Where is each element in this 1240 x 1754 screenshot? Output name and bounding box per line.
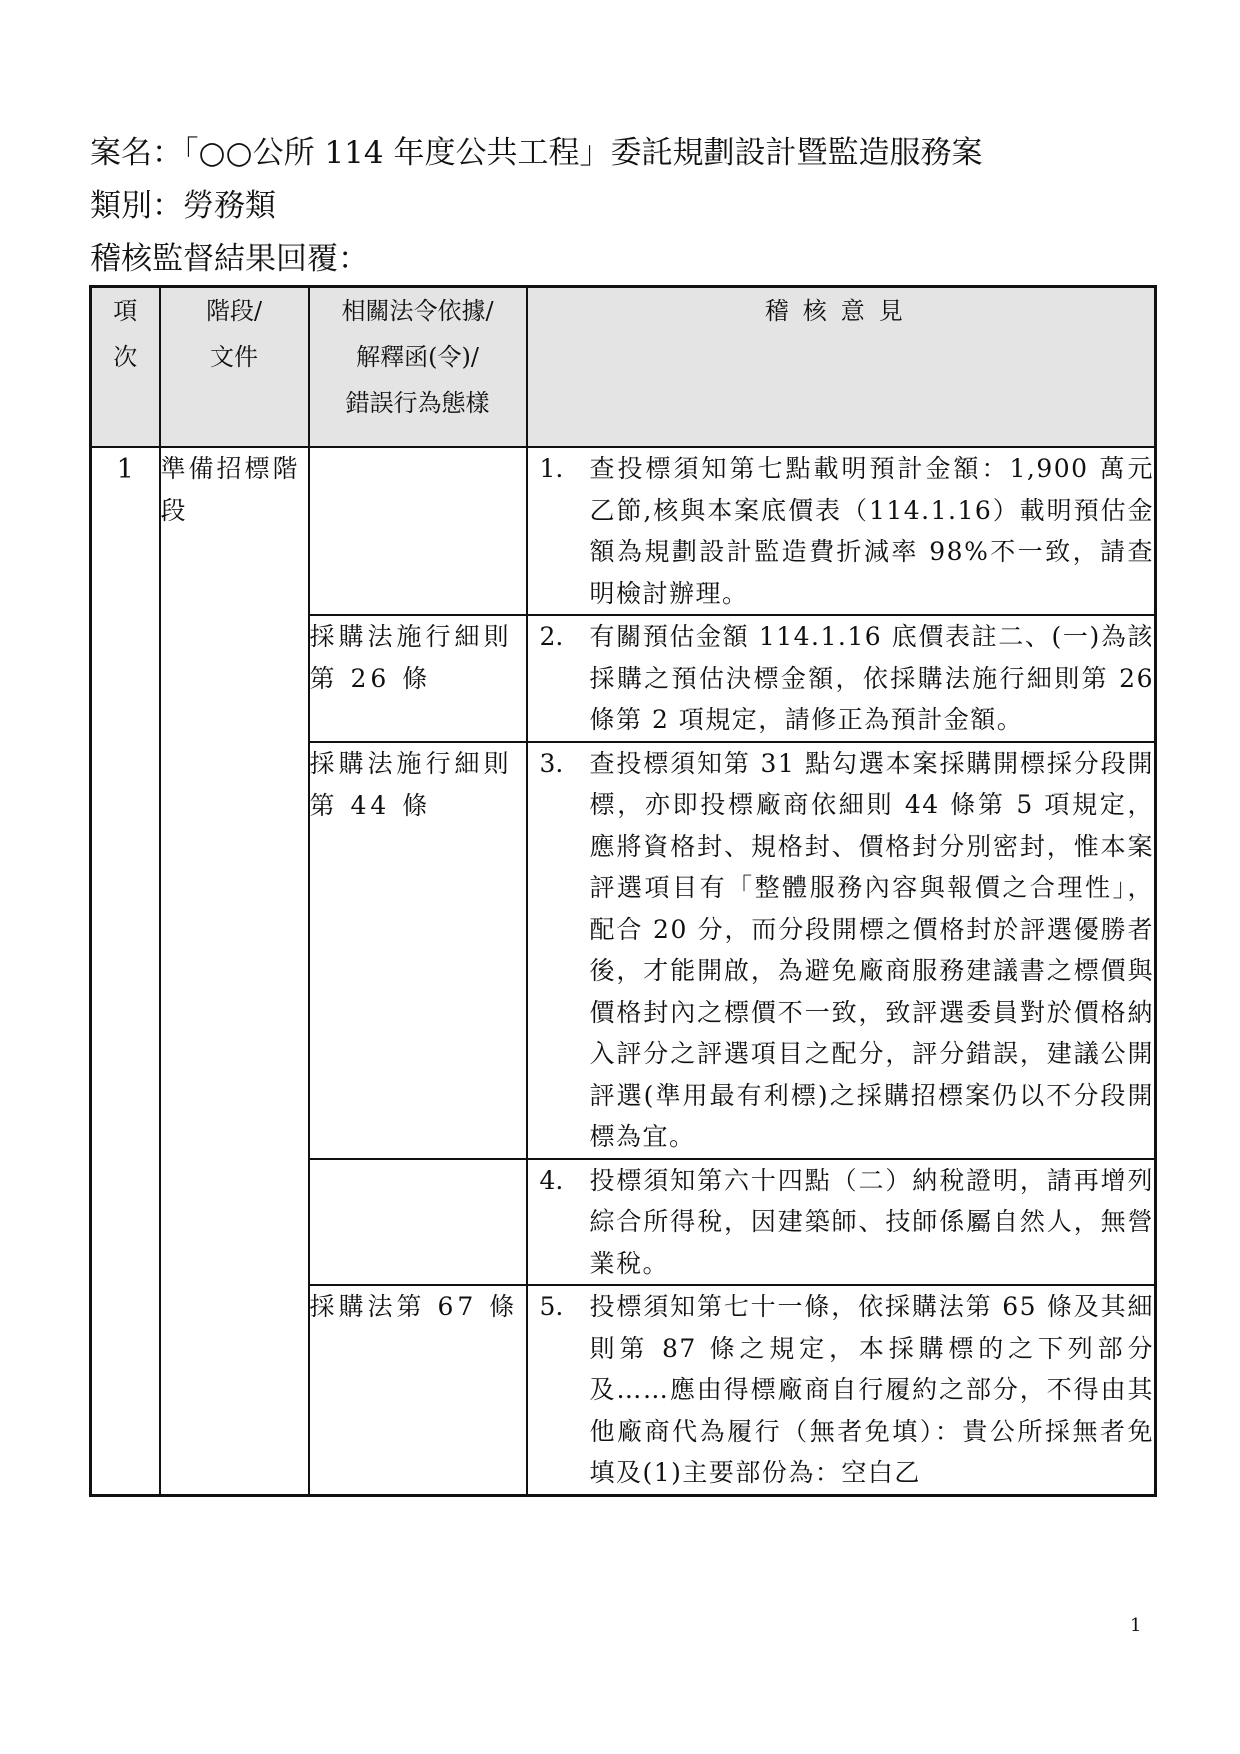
opinion-number: 3. xyxy=(539,748,564,778)
law-cell xyxy=(309,447,527,615)
opinion-text: 有關預估金額 114.1.16 底價表註二、(一)為該採購之預估決標金額，依採購法施行細則第 26 條第 2 項規定，請修正為預計金額。 xyxy=(589,622,1154,734)
opinion-cell xyxy=(527,615,1156,742)
page-number: 1 xyxy=(1130,1615,1142,1636)
table-header-row xyxy=(91,287,1156,448)
header-item-line: 項 xyxy=(113,297,138,325)
law-cell: 採購法施行細則第 26 條 xyxy=(309,615,527,742)
header-item-no xyxy=(91,287,160,448)
header-opinion-label: 稽核意見 xyxy=(764,297,917,325)
opinion-cell xyxy=(527,1159,1156,1286)
item-number: 1 xyxy=(91,447,160,1495)
law-cell: 採購法施行細則第 44 條 xyxy=(309,742,527,1159)
header-stage xyxy=(160,287,309,448)
law-cell xyxy=(309,1159,527,1286)
opinion-cell xyxy=(527,742,1156,1159)
opinion-text: 查投標須知第七點載明預計金額：1,900 萬元乙節,核與本案底價表（114.1.16）載明預估金額為規劃設計監造費折減率 98%不一致，請查明檢討辦理。 xyxy=(589,454,1154,608)
law-cell: 採購法第 67 條 xyxy=(309,1285,527,1495)
header-stage-line: 文件 xyxy=(210,343,258,371)
header-law xyxy=(309,287,527,448)
opinion-text: 投標須知第六十四點（二）納稅證明，請再增列綜合所得稅，因建築師、技師係屬自然人，無營業稅。 xyxy=(589,1165,1154,1278)
header-item-line: 次 xyxy=(113,343,138,371)
header-law-line: 錯誤行為態樣 xyxy=(345,389,490,417)
case-name: 案名：「○○公所 114 年度公共工程」委託規劃設計暨監造服務案 xyxy=(90,135,983,171)
opinion-number: 2. xyxy=(539,622,564,651)
opinion-number: 1. xyxy=(539,454,564,483)
stage-cell: 準備招標階段 xyxy=(160,447,309,1495)
audit-reply-title: 稽核監督結果回覆： xyxy=(90,241,369,277)
table-row xyxy=(91,447,1156,615)
opinion-number: 5. xyxy=(539,1292,564,1321)
header-opinion xyxy=(527,287,1156,448)
header-law-line: 相關法令依據/ xyxy=(341,297,494,325)
opinion-cell xyxy=(527,1285,1156,1495)
category: 類別：勞務類 xyxy=(90,188,276,224)
header-law-line: 解釋函(令)/ xyxy=(356,343,479,371)
opinion-cell xyxy=(527,447,1156,615)
opinion-text: 投標須知第七十一條，依採購法第 65 條及其細則第 87 條之規定，本採購標的之下列部分及……應由得標廠商自行履約之部分，不得由其他廠商代為履行（無者免填）：貴公所採無者免填及(1)主要部份為：空白乙 xyxy=(589,1292,1154,1487)
audit-table xyxy=(89,285,1157,1497)
opinion-text: 查投標須知第 31 點勾選本案採購開標採分段開標，亦即投標廠商依細則 44 條第 5 項規定，應將資格封、規格封、價格封分別密封，惟本案評選項目有「整體服務內容與報價之合理性」，配合 20 分，而分段開標之價格封於評選優勝者後，才能開啟，為避免廠商服務建議書之標價與價格封內之標價不一致，致評選委員對於價格納入評分之評選項目之配分，評分錯誤，建議公開評選(準用最有利標)之採購招標案仍以不分段開標為宜。 xyxy=(589,748,1154,1151)
header-stage-line: 階段/ xyxy=(205,297,263,325)
opinion-number: 4. xyxy=(539,1165,564,1195)
